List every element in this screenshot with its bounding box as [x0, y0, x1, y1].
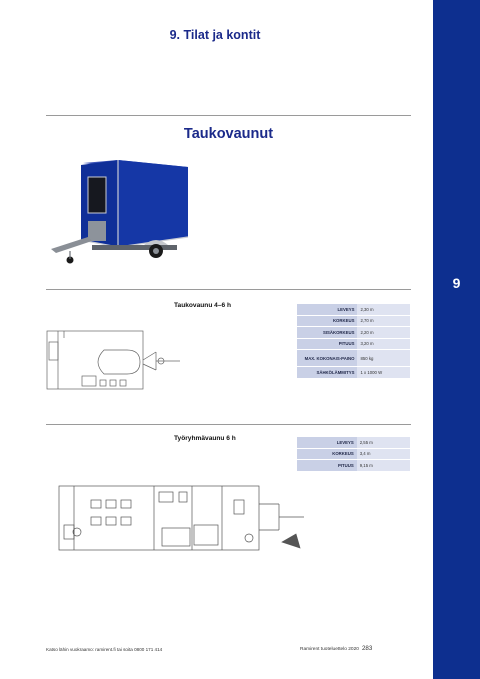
- trailer-photo: [48, 155, 198, 270]
- spec-row: [297, 350, 410, 367]
- spec-value: 1 x 1000 W: [357, 367, 410, 379]
- tyoryhmavaunu-floor-plan: [44, 480, 309, 555]
- divider-middle: [46, 289, 411, 290]
- footer-contact: Katso lähin vuokraamo: ramirent.fi tai soita 0800 171 414: [46, 647, 163, 652]
- divider-lower: [46, 424, 411, 425]
- footer-catalog-info: [300, 645, 372, 652]
- chapter-side-tab: [433, 0, 480, 679]
- spec-row: [297, 448, 410, 460]
- spec-value: 9,15 m: [357, 460, 410, 472]
- chapter-tab-number: 9: [452, 275, 461, 291]
- spec-row: [297, 460, 410, 472]
- footer-catalog-title: Ramirent tuoteluettelo 2020: [300, 647, 359, 652]
- page-number: 283: [361, 645, 373, 652]
- spec-row: [297, 437, 410, 448]
- spec-key: SISÄKORKEUS: [297, 327, 357, 339]
- spec-key: SÄHKÖLÄMMITYS: [297, 367, 357, 379]
- spec-key: KORKEUS: [297, 315, 357, 327]
- spec-row: [297, 315, 410, 327]
- spec-row: [297, 367, 410, 379]
- chapter-title: 9. Tilat ja kontit: [169, 28, 261, 42]
- spec-value: 850 kg: [357, 350, 410, 367]
- spec-key: LEVEYS: [297, 304, 357, 315]
- spec-value: 3,4 m: [357, 448, 410, 460]
- product-name-tyoryhmavaunu: Työryhmävaunu 6 h: [174, 435, 236, 442]
- spec-value: 3,20 m: [357, 338, 410, 350]
- spec-table-taukovaunu: [297, 304, 410, 379]
- spec-key: PITUUS: [297, 460, 357, 472]
- spec-key: PITUUS: [297, 338, 357, 350]
- product-name-taukovaunu: Taukovaunu 4–6 h: [174, 302, 232, 309]
- spec-key: KORKEUS: [297, 448, 357, 460]
- spec-key: MAX. KOKONAIS-PAINO: [297, 350, 357, 367]
- spec-table-tyoryhmavaunu: [297, 437, 410, 472]
- spec-value: 2,55 m: [357, 437, 410, 448]
- spec-row: [297, 304, 410, 315]
- taukovaunu-floor-plan: [44, 328, 184, 392]
- spec-value: 2,70 m: [357, 315, 410, 327]
- spec-key: LEVEYS: [297, 437, 357, 448]
- spec-value: 2,20 m: [357, 327, 410, 339]
- divider-top: [46, 115, 411, 116]
- section-title: Taukovaunut: [183, 126, 274, 142]
- spec-value: 2,30 m: [357, 304, 410, 315]
- spec-row: [297, 338, 410, 350]
- spec-row: [297, 327, 410, 339]
